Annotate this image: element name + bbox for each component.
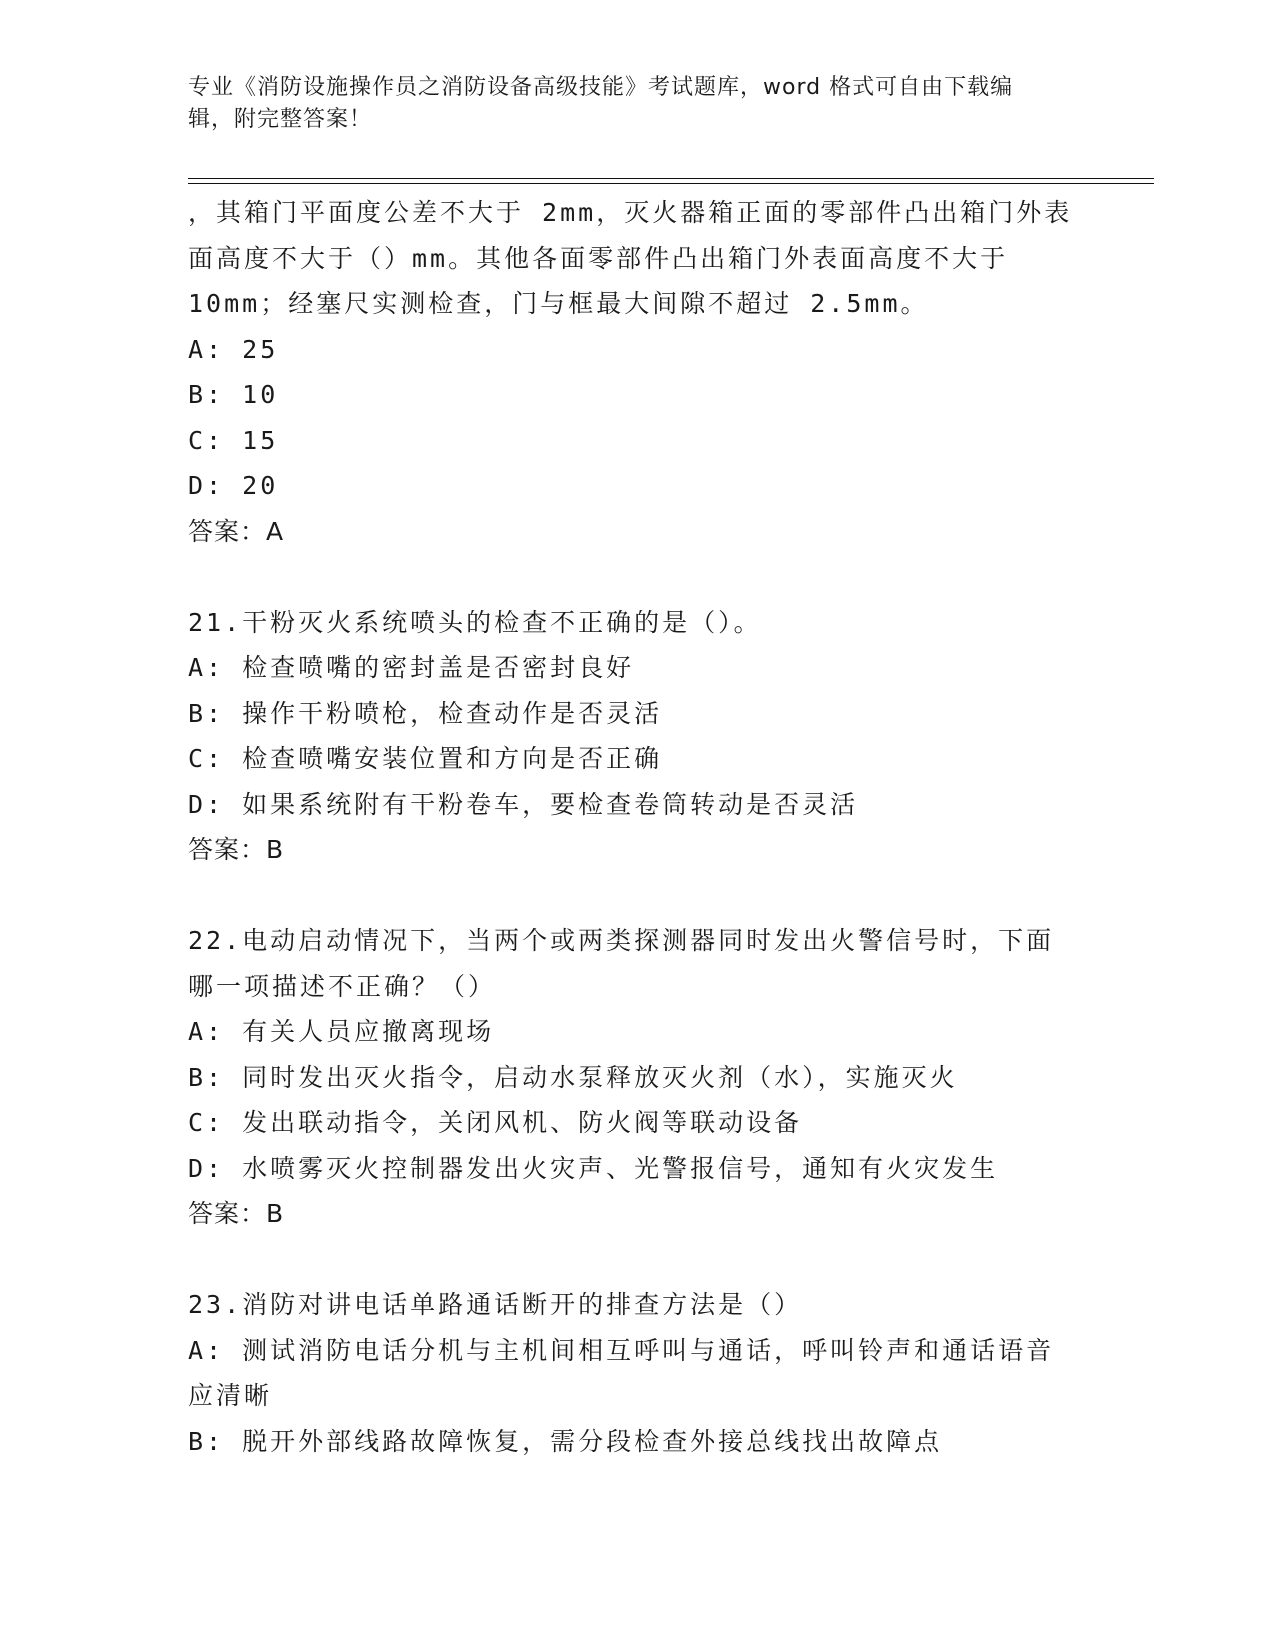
option-b: B: 操作干粉喷枪，检查动作是否灵活 [188,698,663,728]
question-stem: 23.消防对讲电话单路通话断开的排查方法是（） [188,1290,803,1319]
question-stem: 哪一项描述不正确？（） [188,971,497,1001]
option-c: C: 检查喷嘴安装位置和方向是否正确 [188,744,663,773]
option-c: C: 发出联动指令，关闭风机、防火阀等联动设备 [188,1108,803,1137]
option-a: A: 检查喷嘴的密封盖是否密封良好 [188,653,635,682]
question-22 [188,918,1088,1237]
option-a: A: 测试消防电话分机与主机间相互呼叫与通话，呼叫铃声和通话语音 [188,1335,1055,1365]
spacer [188,873,1088,919]
option-d: D: 水喷雾灭火控制器发出火灾声、光警报信号，通知有火灾发生 [188,1153,999,1183]
question-list [188,190,1088,1464]
spacer [188,554,1088,600]
question-stem: 22.电动启动情况下，当两个或两类探测器同时发出火警信号时，下面 [188,926,1055,955]
header-divider-bottom [188,183,1154,184]
option-b: B: 10 [188,380,279,409]
header-divider-top [188,178,1154,179]
answer-line: 答案：B [188,835,285,864]
header-line-2: 辑，附完整答案！ [188,107,373,132]
spacer [188,1237,1088,1283]
question-stem: 面高度不大于（）mm。其他各面零部件凸出箱门外表面高度不大于 [188,243,1009,273]
question-20 [188,190,1088,554]
question-21 [188,600,1088,873]
question-23 [188,1282,1088,1464]
question-stem: 10mm；经塞尺实测检查，门与框最大间隙不超过 2.5mm。 [188,289,929,318]
option-c: C: 15 [188,425,279,455]
question-stem: ，其箱门平面度公差不大于 2mm，灭火器箱正面的零部件凸出箱门外表 [188,198,1073,227]
document-header [188,72,1088,136]
option-b: B: 脱开外部线路故障恢复，需分段检查外接总线找出故障点 [188,1426,943,1456]
answer-line: 答案：B [188,1199,285,1228]
option-a: A: 有关人员应撤离现场 [188,1017,495,1046]
question-stem: 21.干粉灭火系统喷头的检查不正确的是（）。 [188,607,762,637]
option-a-continued: 应清晰 [188,1381,273,1410]
option-d: D: 如果系统附有干粉卷车，要检查卷筒转动是否灵活 [188,789,859,819]
answer-line: 答案：A [188,516,285,546]
option-b: B: 同时发出灭火指令，启动水泵释放灭火剂（水），实施灭火 [188,1062,958,1092]
header-line-1: 专业《消防设施操作员之消防设备高级技能》考试题库，word 格式可自由下载编 [188,75,1014,100]
option-d: D: 20 [188,471,279,500]
option-a: A: 25 [188,334,279,364]
